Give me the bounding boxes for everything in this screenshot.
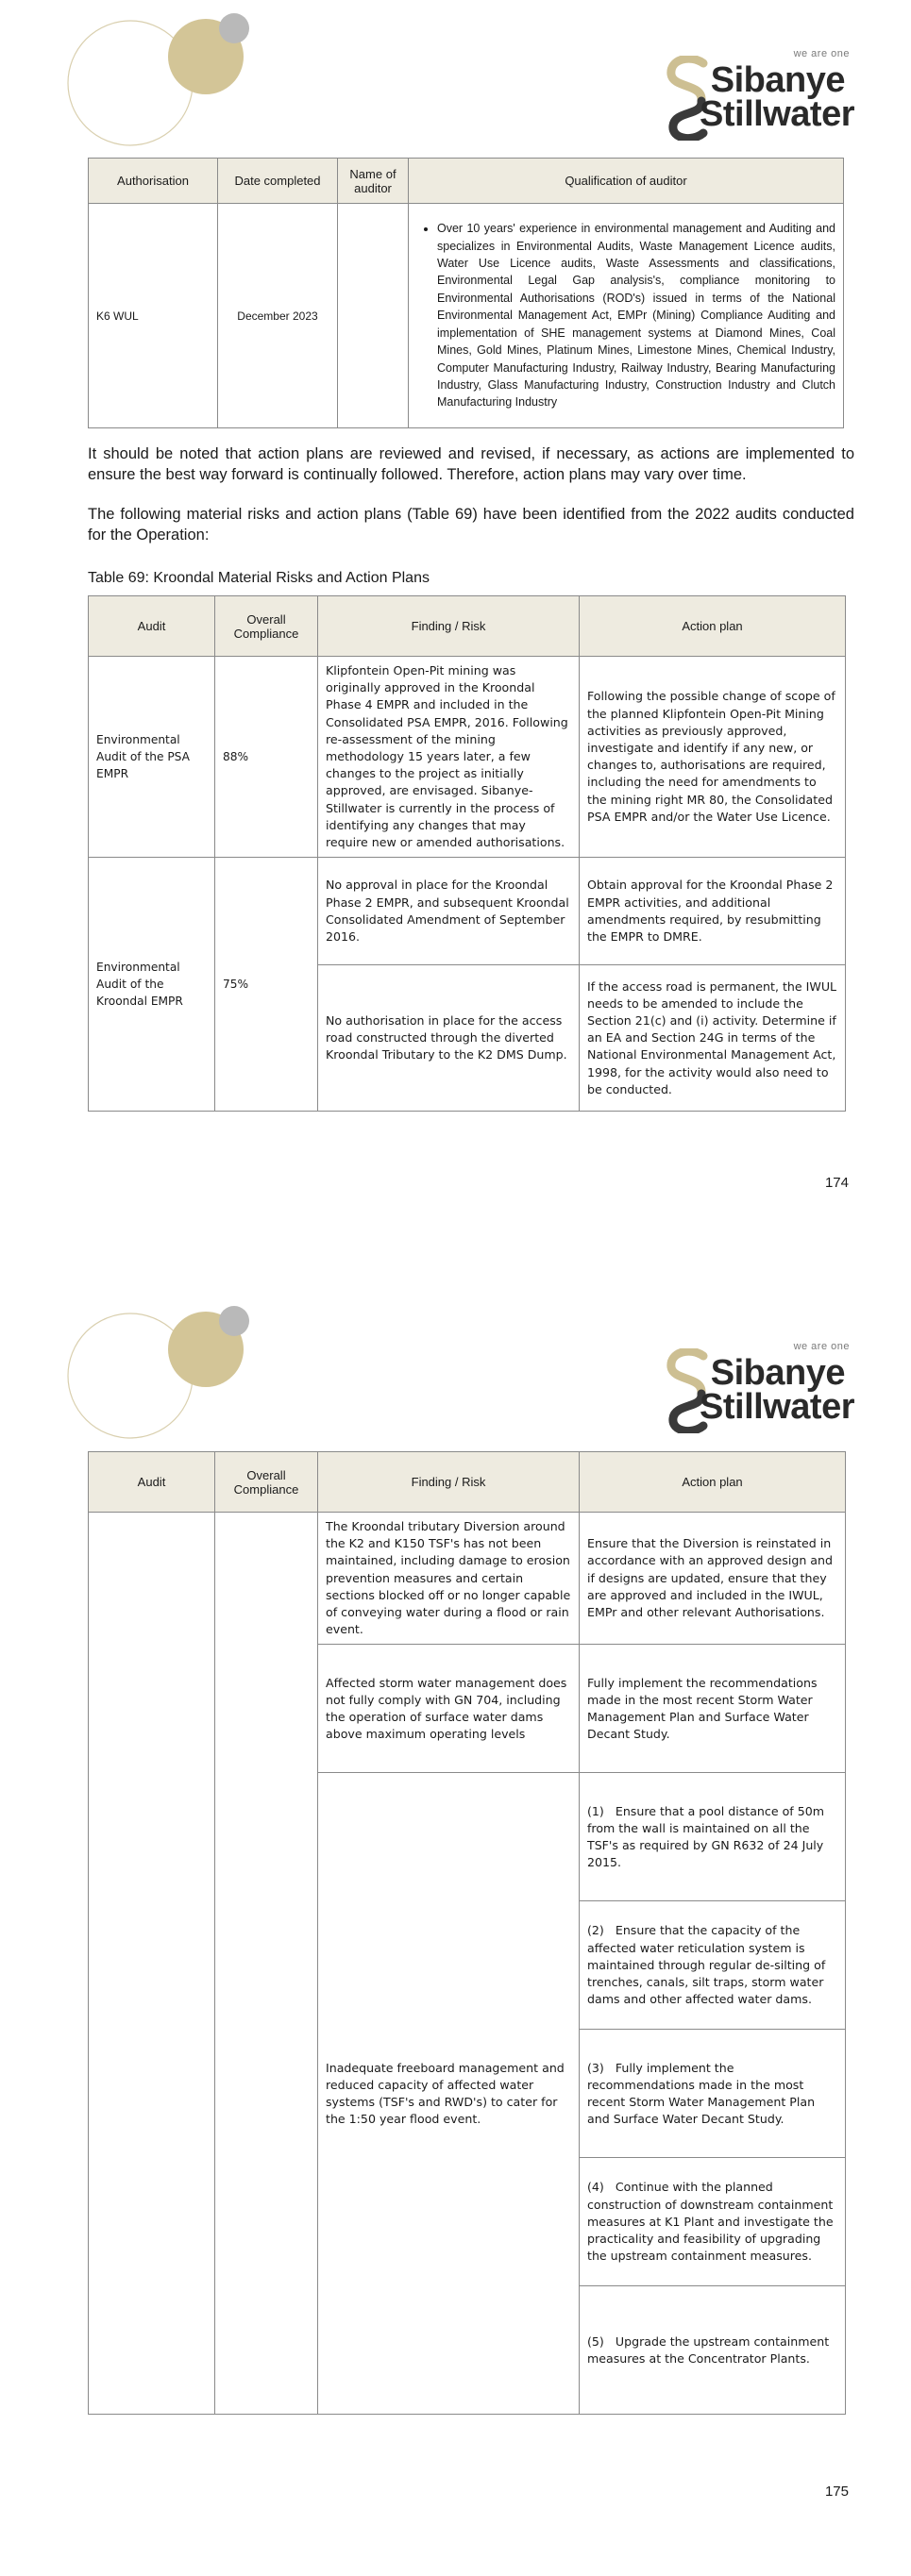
risk-table-continued xyxy=(88,1451,846,2415)
auditor-table xyxy=(88,158,844,428)
table-row xyxy=(89,858,846,965)
cell-action-plan xyxy=(580,2030,846,2158)
cell-compliance: 75% xyxy=(215,858,318,1112)
logo-name-line1: Sibanye xyxy=(710,60,845,100)
action-number: (3) xyxy=(587,2060,604,2075)
header-name-of-auditor: Name of auditor xyxy=(338,159,409,204)
cell-action-plan: Obtain approval for the Kroondal Phase 2 EMPR activities, and additional amendments required, by resubmitting the EMPR to DMRE. xyxy=(580,858,846,965)
action-number: (5) xyxy=(587,2333,604,2349)
cell-date-completed: December 2023 xyxy=(218,204,338,428)
action-number: (2) xyxy=(587,1923,604,1938)
cell-action-plan: If the access road is permanent, the IWUL needs to be amended to include the Section 21(c) and (i) activity. Determine if an EA and Section 24G in terms of the National Environmental Management Act, 1998, for the activity would also need to be conducted. xyxy=(580,965,846,1112)
header-authorisation: Authorisation xyxy=(89,159,218,204)
cell-compliance xyxy=(215,1513,318,2415)
header-finding-risk: Finding / Risk xyxy=(318,1452,580,1513)
table-row xyxy=(89,204,844,428)
cell-finding: The Kroondal tributary Diversion around the K2 and K150 TSF's has not been maintained, including damage to erosion prevention measures and certain sections blocked off or no longer capable of conveying water during a flood or rain event. xyxy=(318,1513,580,1645)
cell-audit xyxy=(89,1513,215,2415)
list-item: • Over 10 years' experience in environmental management and Auditing and specializes in Environmental Audits, Waste Management Licence audits, Water Use Licence audits, Waste Assessments and classifications, Environmental Legal Gap analysis's, compliance monitoring to Environmental Authorisations (ROD's) issued in terms of the National Environmental Management Act, EMPr (Mining) Compliance Auditing and implementation of SHE management systems at Diamond Mines, Coal Mines, Gold Mines, Platinum Mines, Limestone Mines, Chemical Industry, Computer Manufacturing Industry, Railway Industry, Bearing Manufacturing Industry, Glass Manufacturing Industry, Construction Industry and Clutch Manufacturing Industry xyxy=(437,220,835,410)
cell-audit: Environmental Audit of the PSA EMPR xyxy=(89,657,215,858)
decorative-circles xyxy=(57,8,264,149)
cell-finding: No approval in place for the Kroondal Phase 2 EMPR, and subsequent Kroondal Consolidated Amendment of September 2016. xyxy=(318,858,580,965)
paragraph-material-risks-intro: The following material risks and action plans (Table 69) have been identified from the 2022 audits conducted for the Operation: xyxy=(88,506,854,544)
action-text: Continue with the planned construction of downstream containment measures at K1 Plant and investigate the practicality and feasibility of upgrading the upstream containment measures. xyxy=(587,2180,834,2264)
action-text: Ensure that the capacity of the affected water reticulation system is maintained through regular de-silting of trenches, canals, silt traps, storm water dams and other affected water dams. xyxy=(587,1923,826,2007)
cell-finding: No authorisation in place for the access road constructed through the diverted Kroondal Tributary to the K2 DMS Dump. xyxy=(318,965,580,1112)
cell-compliance: 88% xyxy=(215,657,318,858)
logo-tagline: we are one xyxy=(793,1341,850,1352)
logo-name-line2: Stillwater xyxy=(700,94,854,134)
cell-action-plan: Fully implement the recommendations made in the most recent Storm Water Management Plan and Surface Water Decant Study. xyxy=(580,1645,846,1773)
cell-finding: Inadequate freeboard management and reduced capacity of affected water systems (TSF's and RWD's) to cater for the 1:50 year flood event. xyxy=(318,1773,580,2415)
action-text: Fully implement the recommendations made in the most recent Storm Water Management Plan and Surface Water Decant Study. xyxy=(587,2060,816,2127)
decorative-circles xyxy=(57,1300,264,1442)
header-finding-risk: Finding / Risk xyxy=(318,596,580,657)
header-audit: Audit xyxy=(89,596,215,657)
table-row xyxy=(89,657,846,858)
cell-finding: Klipfontein Open-Pit mining was originally approved in the Kroondal Phase 4 EMPR and included in the Consolidated PSA EMPR, 2016. Following re-assessment of the mining methodology 15 years later, a few changes to the project as initially approved, are envisaged. Sibanye-Stillwater is currently in the process of identifying any changes that may require new or amended authorisations. xyxy=(318,657,580,858)
header-overall-compliance: Overall Compliance xyxy=(215,1452,318,1513)
cell-finding: Affected storm water management does not fully comply with GN 704, including the operation of surface water dams above maximum operating levels xyxy=(318,1645,580,1773)
page-number: 174 xyxy=(824,1175,849,1191)
header-action-plan: Action plan xyxy=(580,596,846,657)
cell-action-plan xyxy=(580,1773,846,1901)
action-number: (1) xyxy=(587,1803,604,1818)
cell-authorisation: K6 WUL xyxy=(89,204,218,428)
action-number: (4) xyxy=(587,2180,604,2195)
cell-action-plan: Ensure that the Diversion is reinstated in accordance with an approved design and if designs are updated, ensure that they are approved and included in the IWUL, EMPr and other relevant Authorisations. xyxy=(580,1513,846,1645)
cell-action-plan: Following the possible change of scope of the planned Klipfontein Open-Pit Mining activities as previously approved, investigate and identify if any new, or changes to, authorisations are required, including the need for amendments to the mining right MR 80, the Consolidated PSA EMPR and/or the Water Use Licence. xyxy=(580,657,846,858)
header-action-plan: Action plan xyxy=(580,1452,846,1513)
cell-action-plan xyxy=(580,1901,846,2030)
logo-tagline: we are one xyxy=(793,48,850,59)
cell-name-of-auditor xyxy=(338,204,409,428)
cell-audit: Environmental Audit of the Kroondal EMPR xyxy=(89,858,215,1112)
action-text: Ensure that a pool distance of 50m from the wall is maintained on all the TSF's as required by GN R632 of 24 July 2015. xyxy=(587,1803,825,1870)
company-logo xyxy=(637,42,854,137)
qualification-list xyxy=(416,220,835,410)
page-174 xyxy=(0,0,911,1227)
risk-table-header xyxy=(89,596,846,657)
cell-action-plan xyxy=(580,2158,846,2286)
header-qualification: Qualification of auditor xyxy=(409,159,844,204)
header-audit: Audit xyxy=(89,1452,215,1513)
table-caption: Table 69: Kroondal Material Risks and Action Plans xyxy=(88,570,430,586)
risk-table-header xyxy=(89,1452,846,1513)
cell-qualification xyxy=(409,204,844,428)
paragraph-action-plans-note: It should be noted that action plans are reviewed and revised, if necessary, as actions are implemented to ensure the best way forward is continually followed. Therefore, action plans may vary over time. xyxy=(88,445,854,483)
logo-name-line2: Stillwater xyxy=(700,1387,854,1427)
table-row xyxy=(89,1513,846,1645)
logo-name-line1: Sibanye xyxy=(710,1353,845,1393)
risk-table xyxy=(88,595,846,1112)
header-date-completed: Date completed xyxy=(218,159,338,204)
header-overall-compliance: Overall Compliance xyxy=(215,596,318,657)
company-logo xyxy=(637,1335,854,1430)
page-number: 175 xyxy=(824,2484,849,2500)
action-text: Upgrade the upstream containment measures at the Concentrator Plants. xyxy=(587,2333,830,2366)
auditor-table-header xyxy=(89,159,844,204)
cell-action-plan xyxy=(580,2286,846,2415)
